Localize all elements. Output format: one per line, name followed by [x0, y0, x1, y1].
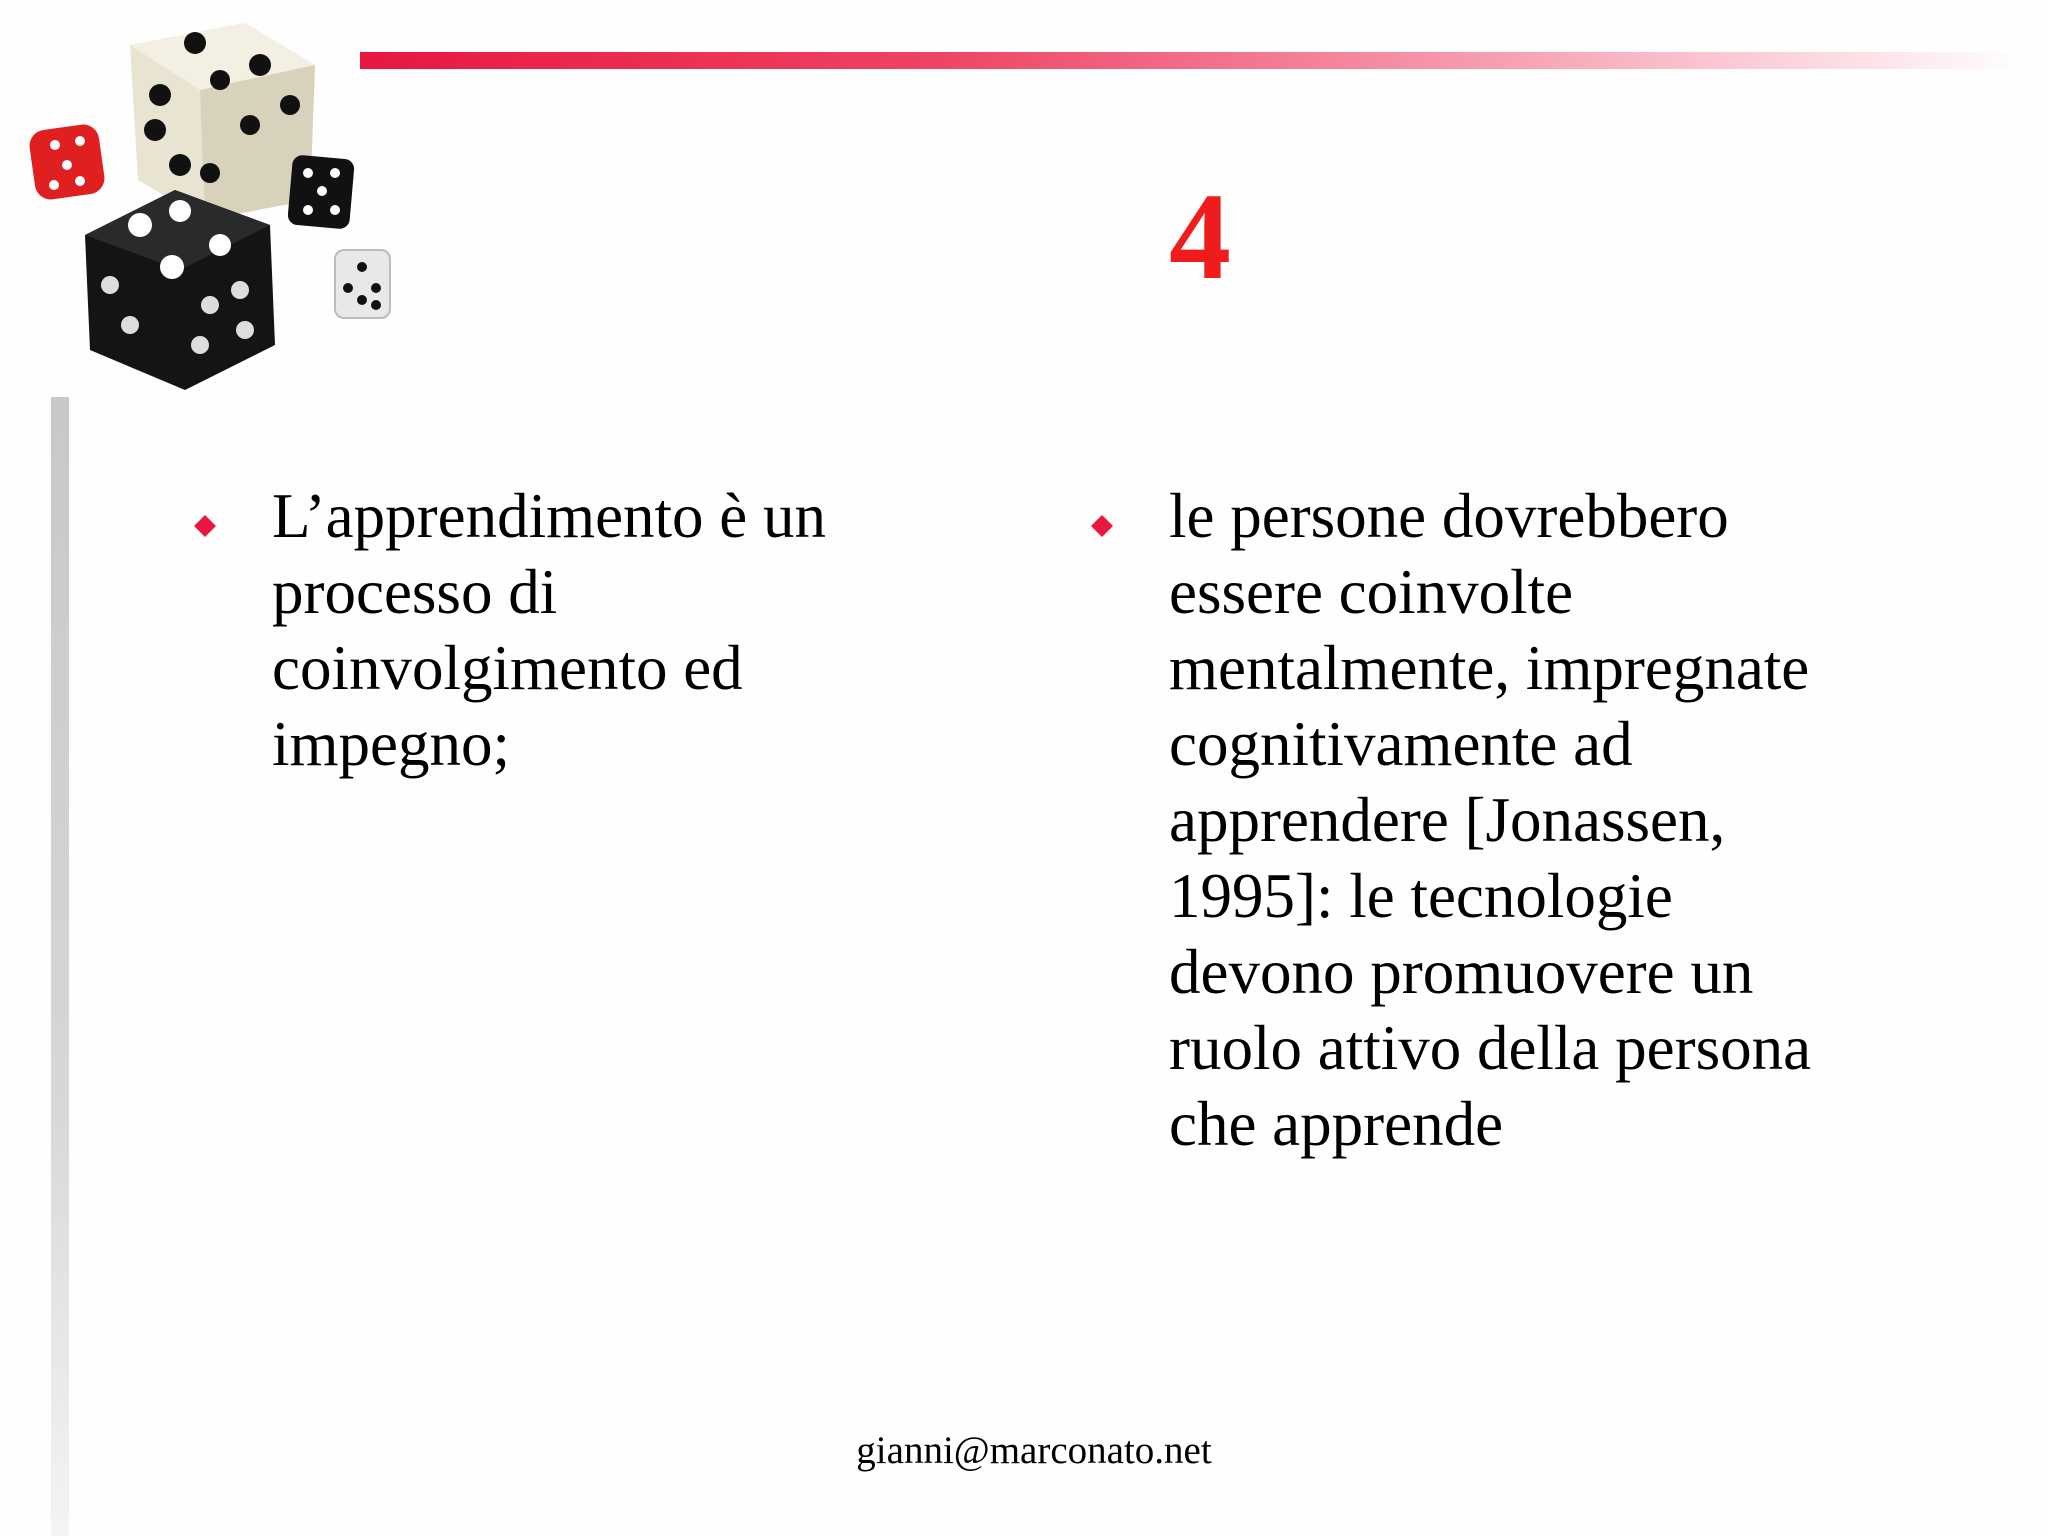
red-die-icon	[27, 122, 106, 201]
diamond-bullet-icon	[193, 514, 217, 538]
left-accent-bar	[51, 397, 69, 1536]
small-black-die-icon	[287, 154, 355, 229]
footer-email: gianni@marconato.net	[856, 1429, 1212, 1472]
black-die-icon	[85, 190, 275, 390]
bullet-item	[193, 478, 953, 782]
dice-illustration	[10, 5, 410, 400]
bullet-text: L’apprendimento è un processo di coinvolgimento ed impegno;	[272, 481, 827, 779]
diamond-bullet-icon	[1090, 514, 1114, 538]
bullet-text: le persone dovrebbero essere coinvolte mentalmente, impregnate cognitivamente ad apprendere [Jonassen, 1995]: le tecnologie devono promuovere un ruolo attivo della persona che apprende	[1169, 481, 1812, 1159]
slide-number: 4	[1169, 168, 1231, 305]
top-accent-bar	[360, 52, 2020, 69]
small-white-die-icon	[335, 250, 390, 318]
bullet-item	[1090, 478, 1990, 1162]
cream-die-icon	[130, 23, 315, 220]
